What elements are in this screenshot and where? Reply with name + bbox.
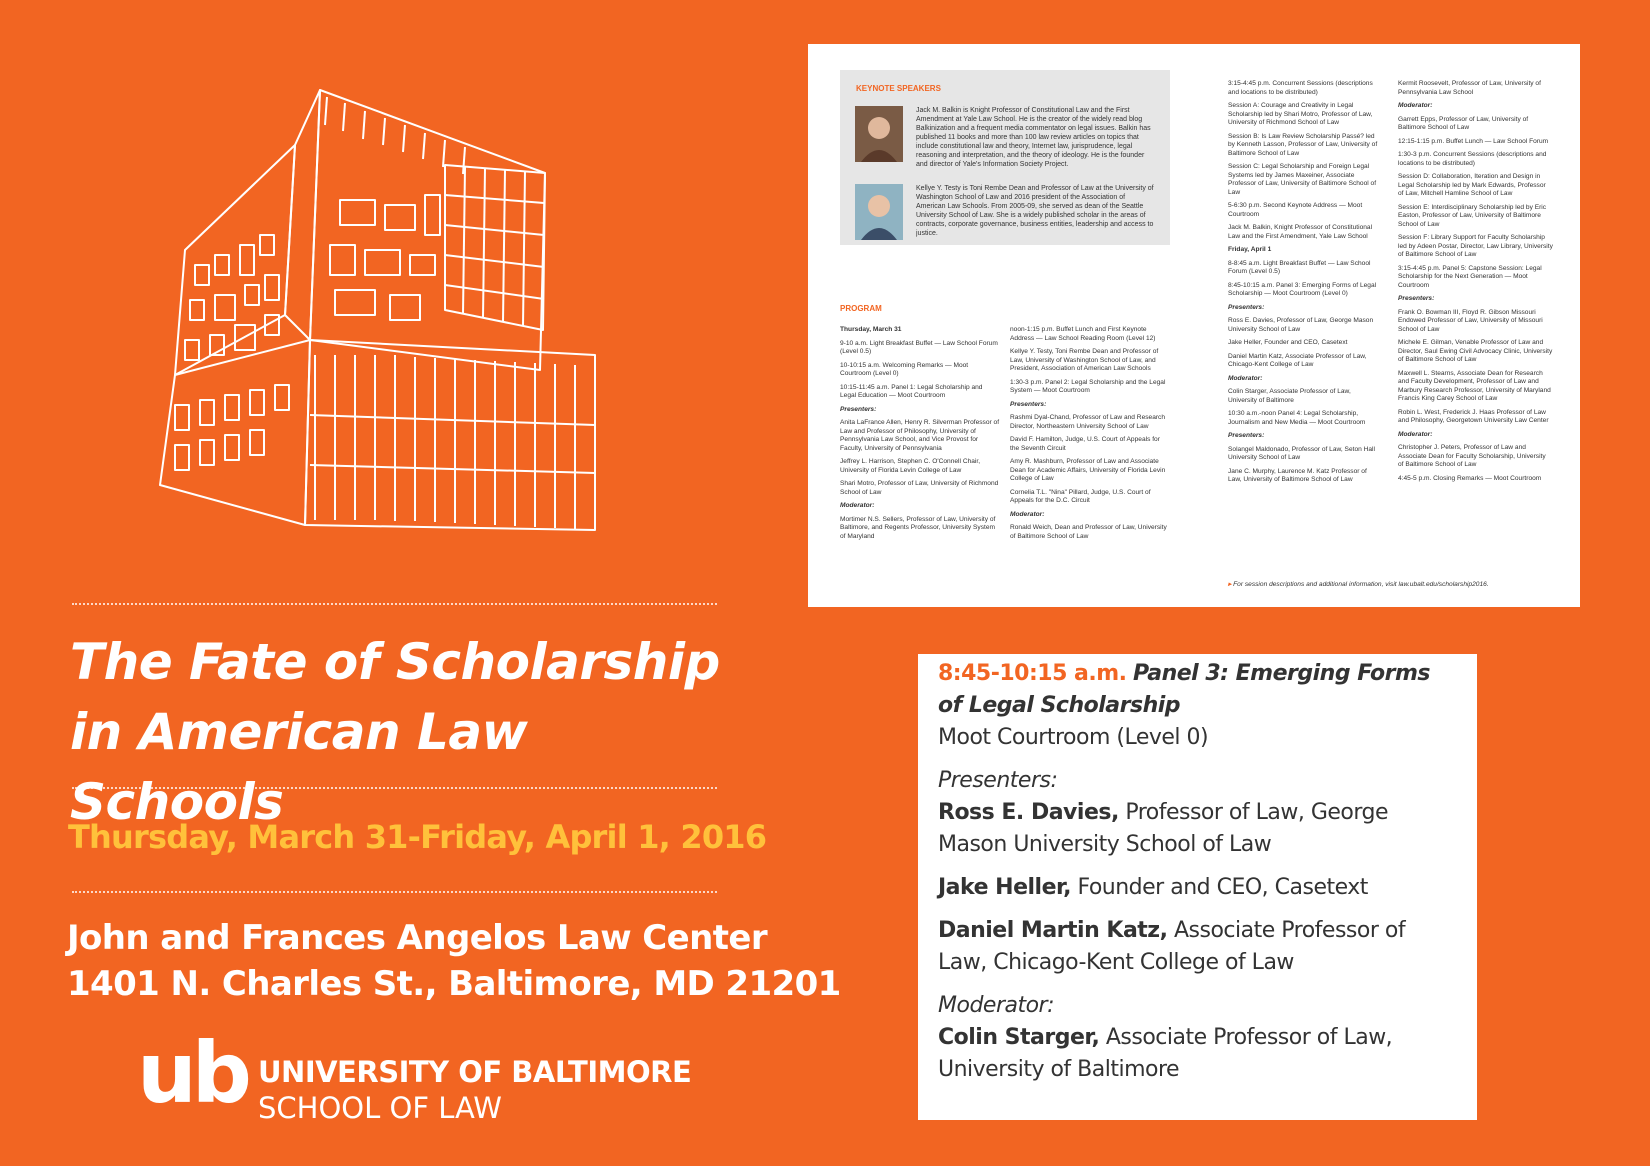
keynote-box (840, 70, 1170, 245)
program-column-2 (1010, 326, 1170, 576)
university-name: UNIVERSITY OF BALTIMORE (258, 1055, 692, 1089)
balkin-photo (855, 106, 903, 162)
program-entry: 10-10:15 a.m. Welcoming Remarks — Moot Courtroom (Level 0) (840, 361, 969, 377)
program-entry: Session B: Is Law Review Scholarship Passé? led by Kenneth Lasson, Professor of Law, University of Baltimore School of Law (1228, 132, 1378, 157)
footer-text: For session descriptions and additional information, visit law.ubalt.edu/scholarship2016. (1233, 581, 1489, 588)
keynote-heading: KEYNOTE SPEAKERS (856, 84, 941, 93)
program-entry: Amy R. Mashburn, Professor of Law and Associate Dean for Academic Affairs, University of Florida Levin College of Law (1010, 458, 1166, 482)
presenter-name: Ross E. Davies, (938, 800, 1119, 825)
program-entry: Presenters: (1010, 400, 1047, 408)
panel-location: Moot Courtroom (Level 0) (938, 725, 1209, 750)
program-entry: Jane C. Murphy, Laurence M. Katz Professor of Law, University of Baltimore School of Law (1228, 467, 1367, 483)
arrow-icon: ▸ (1228, 581, 1234, 588)
program-entry: Maxwell L. Stearns, Associate Dean for Research and Faculty Development, Professor of Law and Marbury Research Professor, University of Maryland Francis King Carey School of Law (1398, 369, 1551, 402)
program-entry: Jake Heller, Founder and CEO, Casetext (1228, 339, 1348, 346)
title-line-1: The Fate of Scholarship (70, 633, 720, 691)
presenters-label: Presenters: (938, 768, 1058, 793)
program-entry: 1:30-3 p.m. Concurrent Sessions (descriptions and locations to be distributed) (1398, 151, 1547, 167)
program-entry: Jeffrey L. Harrison, Stephen C. O'Connell Chair, University of Florida Levin College of Law (840, 458, 981, 474)
program-entry: Presenters: (1398, 295, 1435, 302)
program-entry: Garrett Epps, Professor of Law, University of Baltimore School of Law (1398, 115, 1529, 131)
program-entry: Presenters: (1228, 432, 1265, 439)
program-entry: Christopher J. Peters, Professor of Law and Associate Dean for Faculty Scholarship, University of Baltimore School of Law (1398, 444, 1546, 468)
brochure-footer (1228, 580, 1489, 588)
keynote-2-bio: Kellye Y. Testy is Toni Rembe Dean and Professor of Law at the University of Washington School of Law and 2016 president of the Association of American Law Schools. From 2005-09, she served as dean of the Seattle University School of Law. She is a widely published scholar in the areas of contracts, corporate governance, business entities, leadership and access to justice. (916, 185, 1154, 237)
testy-photo (855, 184, 903, 240)
program-entry: Moderator: (1398, 430, 1433, 438)
program-entry: Frank O. Bowman III, Floyd R. Gibson Missouri Endowed Professor of Law, University of Missouri School of Law (1398, 308, 1543, 333)
presenter-name: Daniel Martin Katz, (938, 918, 1168, 943)
program-heading: PROGRAM (840, 304, 882, 313)
moderator-label: Moderator: (938, 993, 1055, 1018)
program-entry: Cornelia T.L. "Nina" Pillard, Judge, U.S. Court of Appeals for the D.C. Circuit (1010, 488, 1151, 504)
panel-3-detail (918, 654, 1477, 1120)
program-entry: 12:15-1:15 p.m. Buffet Lunch — Law School Forum (1398, 137, 1549, 145)
program-entry: Session A: Courage and Creativity in Legal Scholarship led by Shari Motro, Professor of Law, University of Richmond School of Law (1228, 102, 1373, 126)
program-entry: Moderator: (1010, 510, 1045, 518)
program-entry: Mortimer N.S. Sellers, Professor of Law, University of Baltimore, and Regents Professor, University System of Maryland (840, 515, 996, 540)
presenter-title: Associate Professor of Law, Chicago-Kent College of Law (938, 918, 1406, 975)
presenter-title: Professor of Law, George Mason University School of Law (938, 800, 1389, 857)
program-entry: Shari Motro, Professor of Law, University of Richmond School of Law (840, 480, 999, 496)
dotted-divider (72, 603, 717, 605)
event-title (70, 627, 730, 837)
event-venue (67, 915, 841, 1007)
program-entry: Session D: Collaboration, Iteration and Design in Legal Scholarship led by Mark Edwards, Professor of Law, Mitchell Hamline School of Law (1398, 173, 1546, 197)
venue-name: John and Frances Angelos Law Center (67, 918, 767, 958)
panel-title: Panel 3: Emerging Forms of Legal Scholarship (938, 661, 1431, 718)
presenter-title: Founder and CEO, Casetext (1077, 875, 1368, 900)
program-entry: 8-8:45 a.m. Light Breakfast Buffet — Law School Forum (Level 0.5) (1228, 259, 1371, 275)
program-entry: noon-1:15 p.m. Buffet Lunch and First Keynote Address — Law School Reading Room (Level 12) (1010, 326, 1156, 342)
program-entry: Daniel Martin Katz, Associate Professor of Law, Chicago-Kent College of Law (1228, 352, 1367, 368)
dotted-divider (72, 891, 717, 893)
program-entry: Solangel Maldonado, Professor of Law, Seton Hall University School of Law (1228, 445, 1375, 461)
program-entry: 5-6:30 p.m. Second Keynote Address — Moot Courtroom (1228, 202, 1363, 218)
panel-time: 8:45-10:15 a.m. (938, 661, 1127, 686)
program-entry: Ross E. Davies, Professor of Law, George Mason University School of Law (1228, 317, 1374, 333)
program-entry: 3:15-4:45 p.m. Panel 5: Capstone Session: Legal Scholarship for the Next Generation — Moot Courtroom (1398, 264, 1542, 289)
program-entry: David F. Hamilton, Judge, U.S. Court of Appeals for the Seventh Circuit (1010, 436, 1160, 452)
program-entry: 9-10 a.m. Light Breakfast Buffet — Law School Forum (Level 0.5) (840, 339, 998, 355)
program-entry: 8:45-10:15 a.m. Panel 3: Emerging Forms of Legal Scholarship — Moot Courtroom (Level 0) (1228, 281, 1377, 297)
program-entry: Kellye Y. Testy, Toni Rembe Dean and Professor of Law, University of Washington School of Law, and President, Association of American Law Schools (1010, 348, 1159, 372)
title-line-2: in American Law Schools (70, 703, 528, 831)
program-entry: Kermit Roosevelt, Professor of Law, University of Pennsylvania Law School (1398, 80, 1541, 96)
program-entry: Session C: Legal Scholarship and Foreign Legal Systems led by James Maxeiner, Associate Professor of Law, University of Baltimore School of Law (1228, 163, 1377, 196)
program-entry: 10:15-11:45 a.m. Panel 1: Legal Scholarship and Legal Education — Moot Courtroom (840, 383, 983, 399)
program-entry: Moderator: (1398, 102, 1433, 109)
school-name: SCHOOL OF LAW (258, 1091, 502, 1125)
program-entry: Michele E. Gilman, Venable Professor of Law and Director, Saul Ewing Civil Advocacy Clinic, University of Baltimore School of Law (1398, 339, 1553, 363)
program-entry: Moderator: (840, 502, 875, 509)
program-entry: Friday, April 1 (1228, 246, 1272, 253)
program-entry: 4:45-5 p.m. Closing Remarks — Moot Courtroom (1398, 474, 1542, 482)
building-illustration (155, 85, 635, 555)
presenter-name: Jake Heller, (938, 875, 1071, 900)
program-entry: Anita LaFrance Allen, Henry R. Silverman Professor of Law and Professor of Philosophy, University of Pennsylvania Law School, and Vice Provost for Faculty, University of Pennsylvania (840, 419, 1000, 452)
moderator-name: Colin Starger, (938, 1025, 1100, 1050)
program-entry: Moderator: (1228, 374, 1263, 382)
program-entry: Robin L. West, Frederick J. Haas Professor of Law and Philosophy, Georgetown University Law Center (1398, 408, 1549, 424)
program-entry: Jack M. Balkin, Knight Professor of Constitutional Law and the First Amendment, Yale Law School (1228, 224, 1373, 240)
program-entry: Ronald Weich, Dean and Professor of Law, University of Baltimore School of Law (1010, 524, 1167, 540)
venue-address: 1401 N. Charles St., Baltimore, MD 21201 (67, 964, 841, 1004)
program-column-4 (1398, 80, 1553, 560)
program-entry: 3:15-4:45 p.m. Concurrent Sessions (descriptions and locations to be distributed) (1228, 80, 1373, 96)
dotted-divider (72, 787, 717, 789)
moderator-title: Associate Professor of Law, University of Baltimore (938, 1025, 1393, 1082)
brochure-preview (808, 44, 1580, 607)
program-entry: Session E: Interdisciplinary Scholarship led by Eric Easton, Professor of Law, University of Baltimore School of Law (1398, 203, 1547, 228)
ub-logo-mark: ub (137, 1024, 247, 1122)
program-entry: 10:30 a.m.-noon Panel 4: Legal Scholarship, Journalism and New Media — Moot Courtroom (1228, 410, 1366, 426)
keynote-1-bio: Jack M. Balkin is Knight Professor of Constitutional Law and the First Amendment at Yale Law School. He is the creator of the widely read blog Balkinization and a frequent media commentator on legal issues. Balkin has published 11 books and more than 100 law review articles on topics that include constitutional law and theory, Internet law, jurisprudence, legal reasoning and interpretation, and the theory of ideology. He is the founder and director of Yale's Information Society Project. (916, 107, 1151, 168)
program-entry: Rashmi Dyal-Chand, Professor of Law and Research Director, Northeastern University School of Law (1010, 414, 1166, 430)
program-entry: Thursday, March 31 (840, 326, 902, 333)
program-entry: 1:30-3 p.m. Panel 2: Legal Scholarship and the Legal System — Moot Courtroom (1010, 378, 1166, 394)
program-entry: Presenters: (840, 405, 877, 413)
program-column-1 (840, 326, 1000, 576)
program-entry: Colin Starger, Associate Professor of Law, University of Baltimore (1228, 388, 1351, 404)
program-entry: Session F: Library Support for Faculty Scholarship led by Adeen Postar, Director, Law Library, University of Baltimore School of Law (1398, 234, 1553, 258)
program-entry: Presenters: (1228, 303, 1265, 311)
program-column-3 (1228, 80, 1378, 560)
event-dates: Thursday, March 31-Friday, April 1, 2016 (68, 818, 767, 856)
